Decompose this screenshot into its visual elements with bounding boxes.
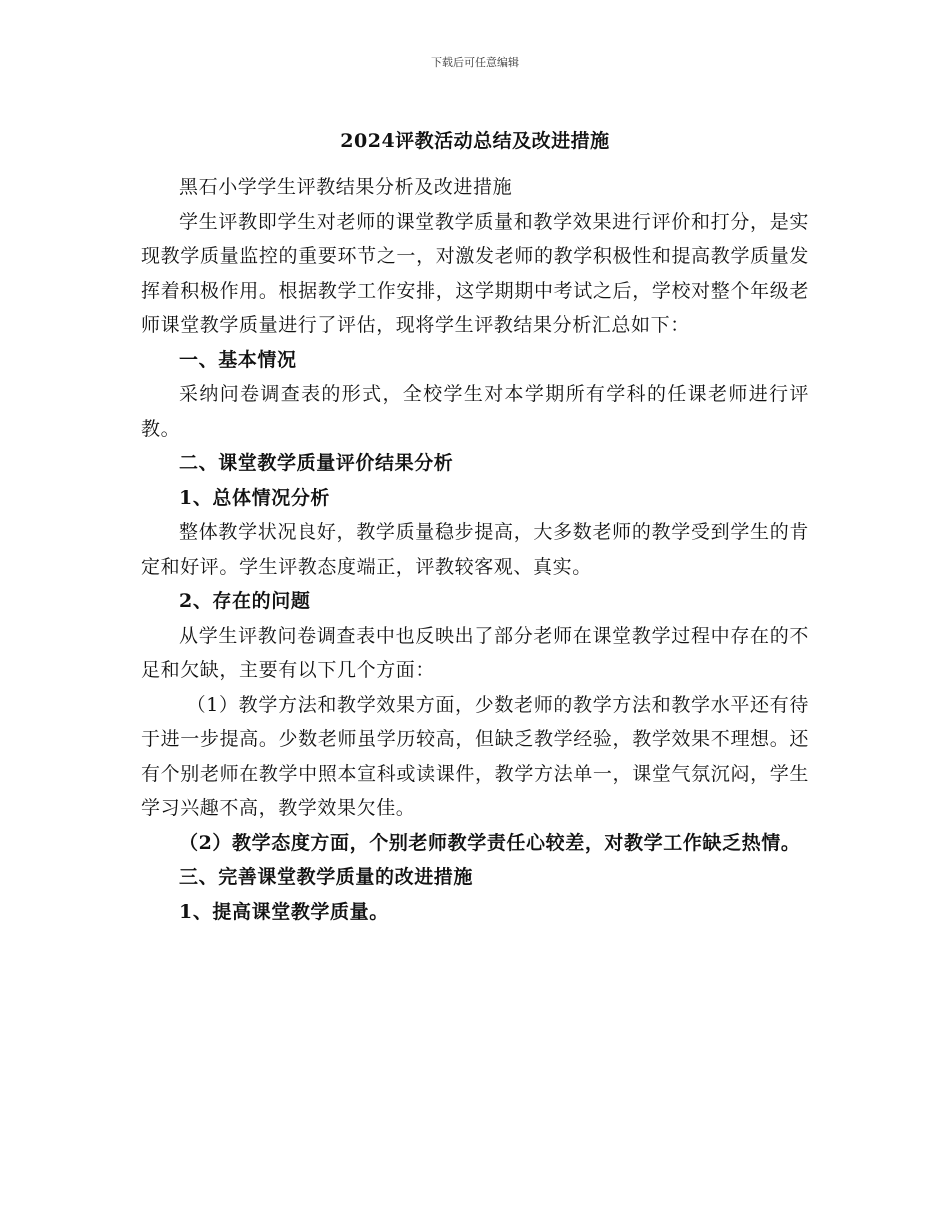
document-title: 2024评教活动总结及改进措施 bbox=[340, 130, 610, 152]
measure-item-1: 1、提高课堂教学质量。 bbox=[179, 900, 389, 923]
section-heading-measures: 三、完善课堂教学质量的改进措施 bbox=[179, 866, 474, 888]
subtitle-paragraph: 黑石小学学生评教结果分析及改进措施 bbox=[179, 176, 513, 198]
document-body bbox=[141, 170, 809, 929]
basic-paragraph: 采纳问卷调查表的形式，全校学生对本学期所有学科的任课老师进行评教。 bbox=[141, 383, 809, 440]
page-header-note: 下载后可任意编辑 bbox=[431, 56, 519, 69]
overall-paragraph: 整体教学状况良好，教学质量稳步提高，大多数老师的教学受到学生的肯定和好评。学生评教态度端正，评教较客观、真实。 bbox=[141, 521, 809, 578]
problem-item-2: （2）教学态度方面，个别老师教学责任心较差，对教学工作缺乏热情。 bbox=[179, 831, 801, 854]
section-heading-analysis: 二、课堂教学质量评价结果分析 bbox=[179, 452, 454, 474]
subsection-heading-problems: 2、存在的问题 bbox=[179, 590, 311, 612]
problems-paragraph: 从学生评教问卷调查表中也反映出了部分老师在课堂教学过程中存在的不足和欠缺，主要有以下几个方面： bbox=[141, 624, 809, 681]
intro-paragraph: 学生评教即学生对老师的课堂教学质量和教学效果进行评价和打分，是实现教学质量监控的重要环节之一，对激发老师的教学积极性和提高教学质量发挥着积极作用。根据教学工作安排，这学期期中考试之后，学校对整个年级老师课堂教学质量进行了评估，现将学生评教结果分析汇总如下： bbox=[141, 210, 809, 336]
section-heading-basic: 一、基本情况 bbox=[179, 348, 297, 371]
subsection-heading-overall: 1、总体情况分析 bbox=[179, 486, 331, 509]
problem-item-1: （1）教学方法和教学效果方面，少数老师的教学方法和教学水平还有待于进一步提高。少数老师虽学历较高，但缺乏教学经验，教学效果不理想。还有个别老师在教学中照本宣科或读课件，教学方法单一，课堂气氛沉闷，学生学习兴趣不高，教学效果欠佳。 bbox=[141, 693, 809, 819]
